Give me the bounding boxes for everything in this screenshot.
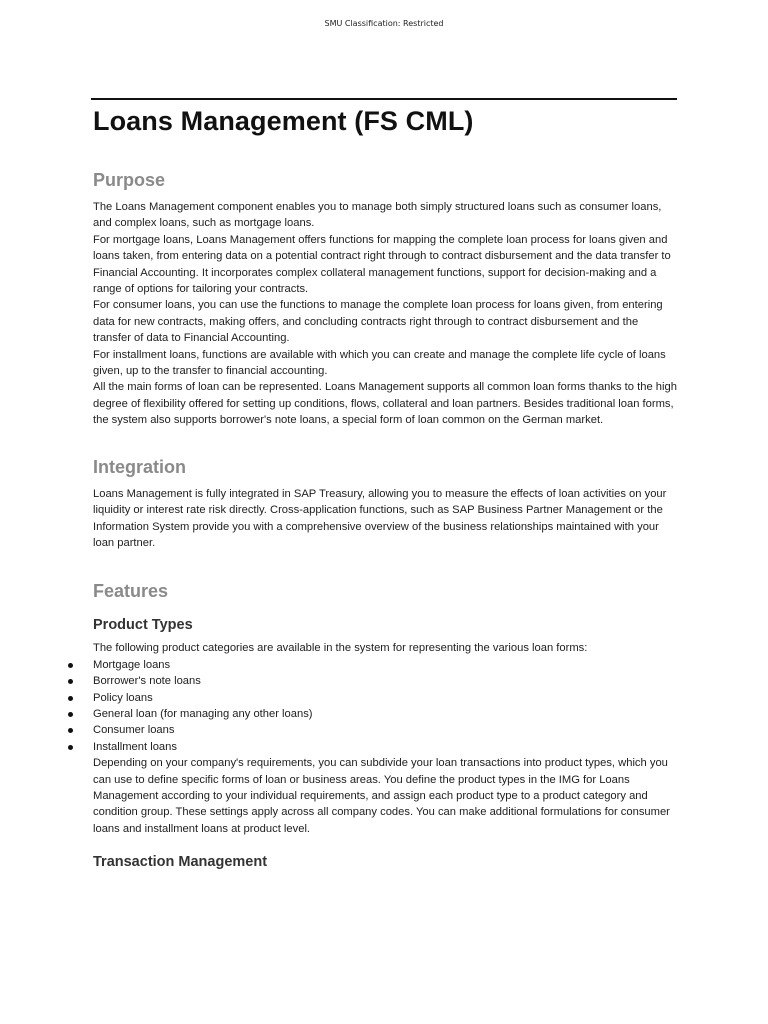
- bullet-icon: [68, 712, 73, 717]
- list-item: [93, 739, 677, 755]
- product-types-heading: Product Types: [93, 617, 193, 634]
- bullet-icon: [68, 745, 73, 750]
- purpose-paragraph: For mortgage loans, Loans Management offers functions for mapping the complete loan process for loans given and loans taken, from entering data on a potential contract right through to contract disbursement and the data transfer to Financial Accounting. It incorporates complex collateral management functions, support for decision-making and a range of options for tailoring your contracts.: [93, 233, 671, 296]
- bullet-icon: [68, 696, 73, 701]
- product-types-outro: Depending on your company's requirements, you can subdivide your loan transactions into product types, which you can use to define specific forms of loan or business areas. You define the product types in the IMG for Loans Management according to your individual requirements, and assign each product type to a product category and condition group. These settings apply across all company codes. You can make additional formulations for consumer loans and installment loans at product level.: [93, 757, 670, 835]
- classification-label: SMU Classification: Restricted: [324, 19, 444, 28]
- list-item-label: Borrower's note loans: [93, 675, 201, 688]
- document-body: [93, 106, 677, 870]
- features-heading: Features: [93, 581, 169, 602]
- list-item-label: General loan (for managing any other loans): [93, 707, 313, 720]
- list-item-label: Installment loans: [93, 740, 177, 753]
- list-item: [93, 690, 677, 706]
- purpose-paragraph: The Loans Management component enables you to manage both simply structured loans such as consumer loans, and complex loans, such as mortgage loans.: [93, 201, 662, 230]
- transaction-management-heading: Transaction Management: [93, 854, 268, 871]
- purpose-paragraph: For installment loans, functions are available with which you can create and manage the complete life cycle of loans given, up to the transfer to financial accounting.: [93, 348, 666, 378]
- bullet-icon: [68, 728, 73, 733]
- list-item: [93, 706, 677, 722]
- bullet-icon: [68, 679, 73, 684]
- list-item: [93, 722, 677, 738]
- purpose-paragraph: For consumer loans, you can use the functions to manage the complete loan process for loans given, from entering data for new contracts, making offers, and concluding contracts right through to contract disbursement and the transfer of data to Financial Accounting.: [93, 299, 663, 345]
- bullet-icon: [68, 663, 73, 668]
- page-title: Loans Management (FS CML): [93, 106, 474, 136]
- list-item: [93, 657, 677, 673]
- integration-paragraph: Loans Management is fully integrated in SAP Treasury, allowing you to measure the effects of loan activities on your liquidity or interest rate risk directly. Cross-application functions, such as SAP Business Partner Management or the Information System provide you with a comprehensive overview of the business relationships maintained with your loan partner.: [93, 487, 667, 549]
- list-item-label: Consumer loans: [93, 724, 175, 737]
- list-item: [93, 673, 677, 689]
- purpose-section: [93, 199, 677, 429]
- title-rule: [91, 98, 677, 100]
- integration-heading: Integration: [93, 456, 186, 477]
- purpose-heading: Purpose: [93, 170, 166, 190]
- purpose-paragraph: All the main forms of loan can be represented. Loans Management supports all common loan forms thanks to the high degree of flexibility offered for setting up conditions, flows, collateral and loan partners. Besides traditional loan forms, the system also supports borrower's note loans, a special form of loan common on the German market.: [93, 381, 677, 427]
- list-item-label: Policy loans: [93, 691, 153, 704]
- product-types-list: [93, 657, 677, 755]
- list-item-label: Mortgage loans: [93, 658, 171, 671]
- product-types-intro: The following product categories are available in the system for representing the various loan forms:: [93, 642, 588, 655]
